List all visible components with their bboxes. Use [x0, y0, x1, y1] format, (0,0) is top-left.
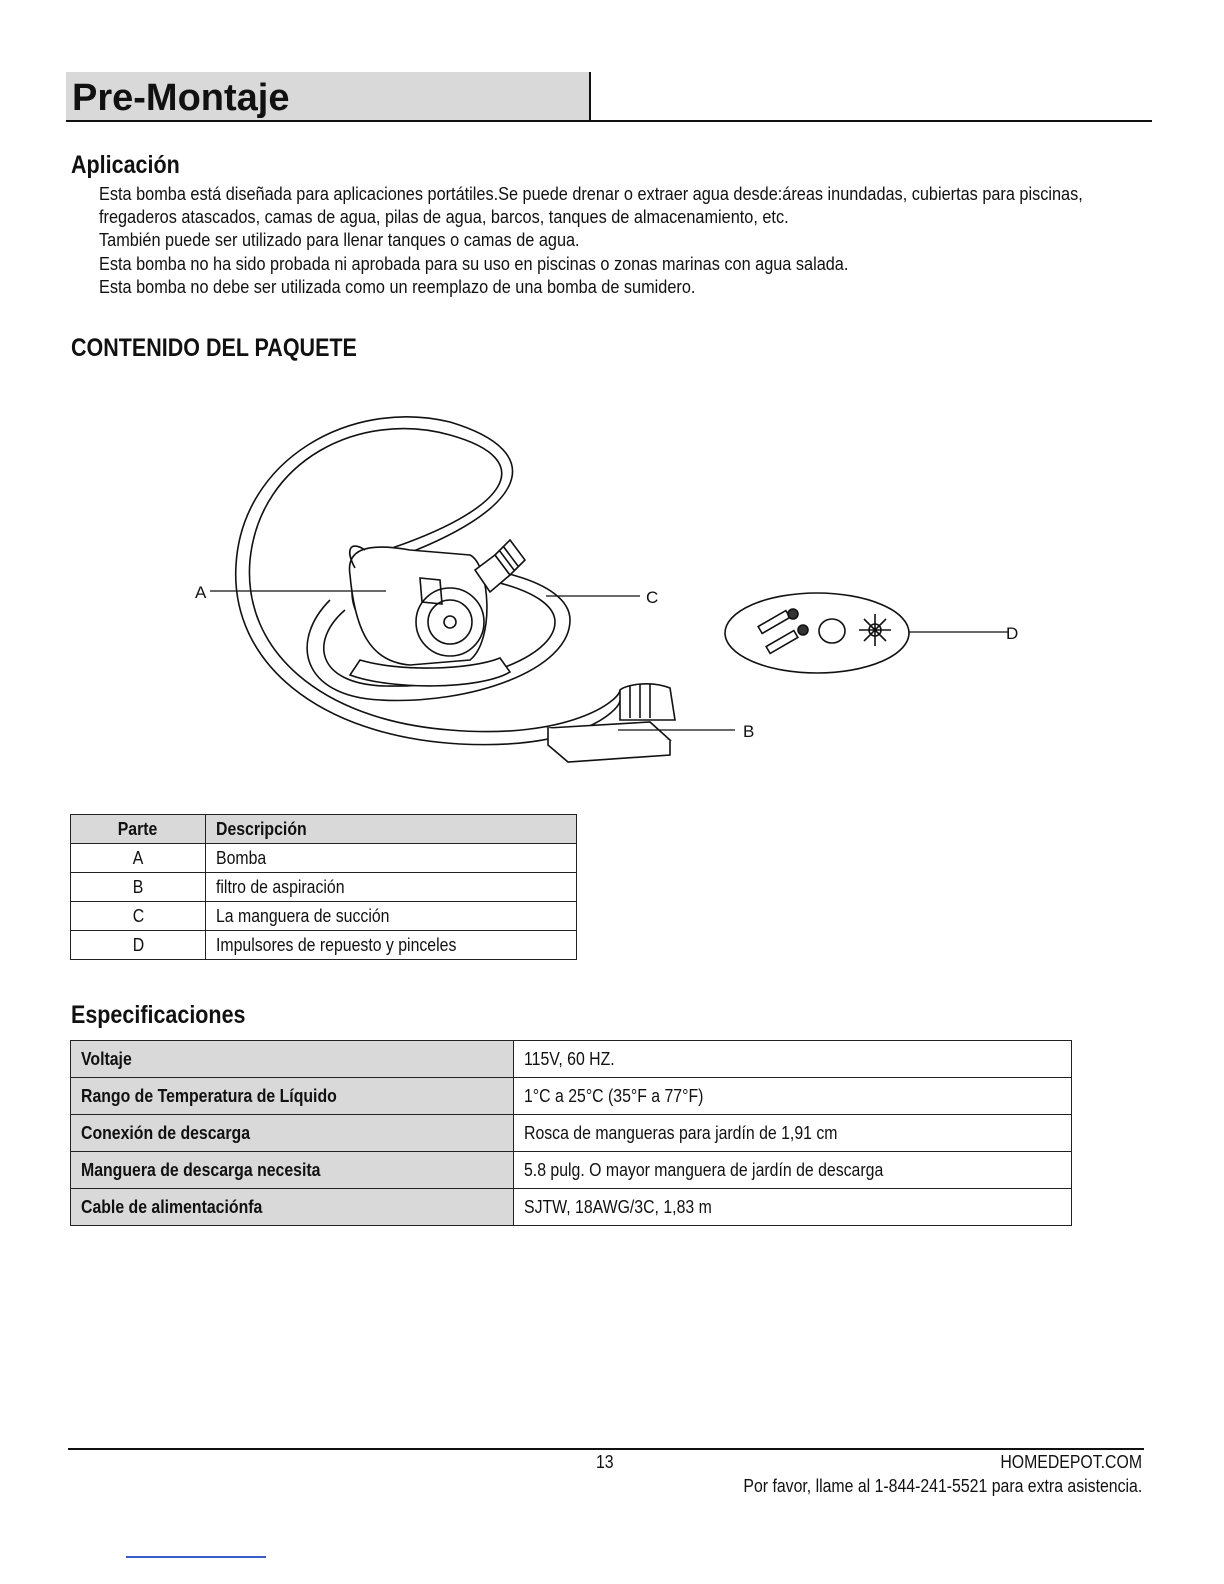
parts-table-header [71, 815, 577, 844]
application-line: Esta bomba no debe ser utilizada como un reemplazo de una bomba de sumidero. [99, 276, 696, 297]
table-row [71, 931, 577, 960]
page-number: 13 [596, 1452, 614, 1472]
label-a: A [195, 583, 207, 602]
table-row [71, 1152, 1072, 1189]
application-line: Esta bomba está diseñada para aplicaciones portátiles.Se puede drenar o extraer agua desde:áreas inundadas, cubiertas para piscinas, [99, 183, 1083, 204]
spec-key: Manguera de descarga necesita [81, 1159, 321, 1180]
application-line: fregaderos atascados, camas de agua, pilas de agua, barcos, tanques de almacenamiento, etc. [99, 206, 789, 227]
part-description: filtro de aspiración [216, 876, 345, 897]
parts-header-part: Parte [118, 818, 158, 839]
spare-parts [758, 609, 891, 653]
footer-website[interactable]: HOMEDEPOT.COM [1000, 1452, 1142, 1472]
part-description: La manguera de succión [216, 905, 390, 926]
table-row [71, 1189, 1072, 1226]
spec-value: 5.8 pulg. O mayor manguera de jardín de descarga [524, 1159, 884, 1180]
spec-value: Rosca de mangueras para jardín de 1,91 cm [524, 1122, 838, 1143]
strainer [548, 684, 675, 762]
application-line: Esta bomba no ha sido probada ni aprobada para su uso en piscinas o zonas marinas con agua salada. [99, 253, 849, 274]
part-id: A [132, 847, 144, 868]
bottom-link-underline [126, 1556, 266, 1558]
spec-key: Cable de alimentaciónfa [81, 1196, 263, 1217]
spec-key: Rango de Temperatura de Líquido [81, 1085, 337, 1106]
application-line: También puede ser utilizado para llenar tanques o camas de agua. [99, 229, 580, 250]
package-diagram [150, 400, 1050, 780]
parts-header-description: Descripción [216, 818, 307, 839]
specs-table [70, 1040, 1072, 1226]
part-id: B [132, 876, 144, 897]
package-heading: CONTENIDO DEL PAQUETE [71, 334, 357, 362]
label-c: C [646, 588, 659, 607]
spec-value: 1°C a 25°C (35°F a 77°F) [524, 1085, 704, 1106]
table-row [71, 902, 577, 931]
pump [349, 540, 525, 686]
spec-value: SJTW, 18AWG/3C, 1,83 m [524, 1196, 712, 1217]
table-row [71, 1078, 1072, 1115]
header-divider [589, 72, 591, 122]
page-title: Pre-Montaje [72, 77, 290, 119]
footer-help-text: Por favor, llame al 1-844-241-5521 para extra asistencia. [743, 1476, 1142, 1496]
spec-value: 115V, 60 HZ. [524, 1048, 615, 1069]
part-description: Bomba [216, 847, 267, 868]
part-id: D [132, 934, 144, 955]
footer-rule [68, 1448, 1144, 1450]
table-row [71, 1041, 1072, 1078]
application-heading: Aplicación [71, 151, 180, 179]
spec-key: Conexión de descarga [81, 1122, 251, 1143]
table-row [71, 844, 577, 873]
spec-key: Voltaje [81, 1048, 132, 1069]
parts-table [70, 814, 577, 960]
table-row [71, 1115, 1072, 1152]
table-row [71, 873, 577, 902]
label-b: B [743, 722, 755, 741]
specs-heading: Especificaciones [71, 1001, 246, 1029]
part-id: C [132, 905, 144, 926]
header-rule [66, 120, 1152, 122]
label-d: D [1006, 624, 1019, 643]
part-description: Impulsores de repuesto y pinceles [216, 934, 457, 955]
spare-parts-group [725, 593, 909, 673]
